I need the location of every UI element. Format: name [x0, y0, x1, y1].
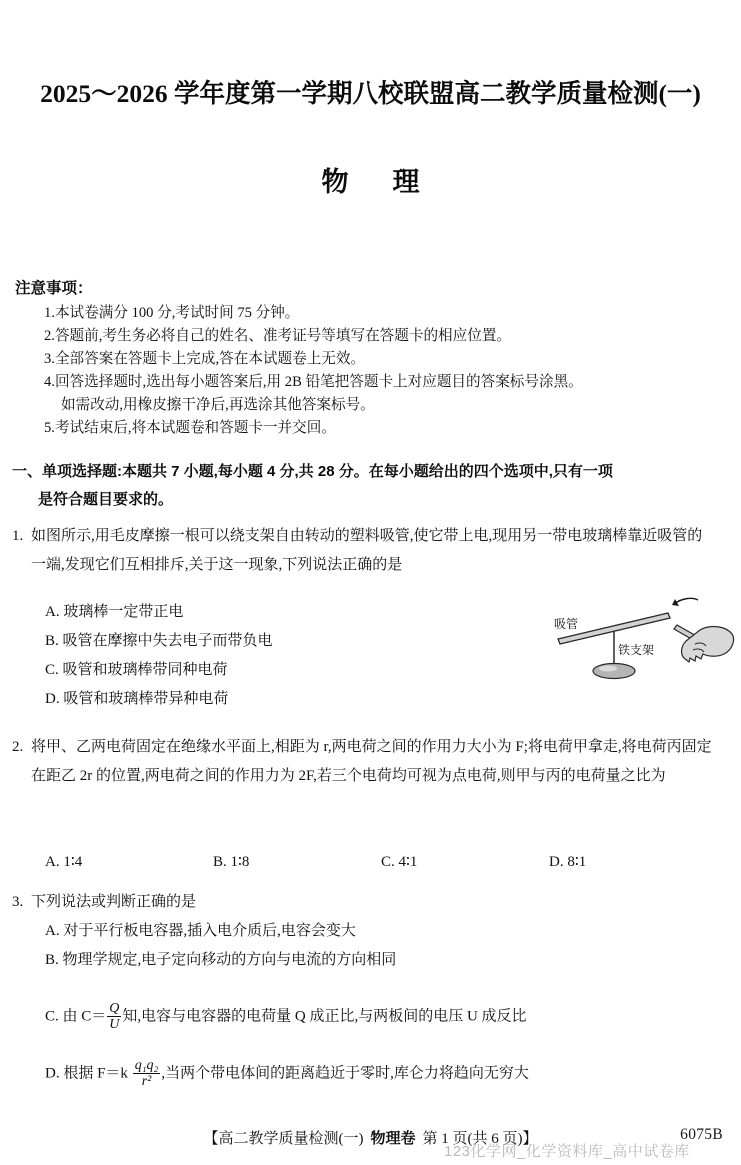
option-d-suffix: ,当两个带电体间的距离趋近于零时,库仑力将趋向无穷大	[161, 1065, 529, 1082]
footer-page-info: 第 1 页(共 6 页)	[422, 1131, 523, 1147]
notice-item: 3.全部答案在答题卡上完成,答在本试题卷上无效。	[44, 351, 366, 367]
stand-base-highlight-icon	[599, 666, 617, 672]
subject-char-right: 理	[392, 167, 420, 197]
question-2-text: 将甲、乙两电荷固定在绝缘水平面上,相距为 r,两电荷之间的作用力大小为 F;将电荷甲拿走,将电荷丙固定在距乙 2r 的位置,两电荷之间的作用力为 2F,若三个电荷均可视为点电荷,则甲与丙的电荷量之比为	[31, 739, 712, 784]
question-1	[12, 522, 712, 580]
option-b[interactable]: B. 吸管在摩擦中失去电子而带负电	[45, 633, 273, 649]
notice-heading: 注意事项：	[15, 280, 93, 297]
fraction-denominator: U	[109, 1017, 120, 1033]
question-2-options	[12, 848, 712, 877]
stand-label: 铁支架	[618, 643, 655, 657]
subject-char-left: 物	[321, 167, 349, 197]
option-a[interactable]: A. 1∶4	[45, 854, 83, 870]
fraction-numerator: Q	[109, 1001, 120, 1016]
notice-list	[44, 302, 734, 440]
question-1-text: 如图所示,用毛皮摩擦一根可以绕支架自由转动的塑料吸管,使它带上电,现用另一带电玻璃棒靠近吸管的一端,发现它们互相排斥,关于这一现象,下列说法正确的是	[31, 528, 703, 573]
notice-item: 4.回答选择题时,选出每小题答案后,用 2B 铅笔把答题卡上对应题目的答案标号涂黑。	[44, 374, 583, 390]
fraction-numerator: q₁q₂	[134, 1058, 159, 1073]
footer-volume: 物理卷	[370, 1131, 416, 1147]
question-1-stem	[12, 522, 712, 580]
notice-item-continuation: 如需改动,用橡皮擦干净后,再选涂其他答案标号。	[61, 397, 375, 413]
rotation-arrow-icon	[674, 598, 698, 604]
notice-item: 5.考试结束后,将本试题卷和答题卡一并交回。	[44, 420, 336, 436]
section-heading	[12, 458, 712, 514]
notice-item: 2.答题前,考生务必将自己的姓名、准考证号等填写在答题卡的相应位置。	[44, 328, 512, 344]
option-a[interactable]: A. 对于平行板电容器,插入电介质后,电容会变大	[45, 923, 356, 939]
option-b[interactable]: B. 1∶8	[213, 854, 250, 870]
subject-title	[0, 160, 741, 199]
question-2	[12, 733, 712, 791]
fraction-denominator: r²	[133, 1073, 161, 1089]
question-2-stem	[12, 733, 712, 791]
question-1-number: 1.	[12, 528, 24, 544]
footer-exam-name: 高二教学质量检测(一)	[218, 1131, 364, 1147]
option-a[interactable]: A. 玻璃棒一定带正电	[45, 604, 184, 620]
option-d[interactable]: D. 8∶1	[549, 854, 587, 870]
question-3-option-c[interactable]	[12, 1001, 712, 1032]
straw-stand-figure	[546, 592, 736, 684]
rotation-arrow-head-icon	[672, 599, 679, 606]
option-d[interactable]	[12, 1058, 712, 1089]
capacitance-fraction	[107, 1001, 121, 1032]
watermark: 123化学网_化学资料库_高中试卷库	[444, 1143, 690, 1160]
footer-bracket-open: 【	[203, 1131, 219, 1147]
option-d-prefix: D. 根据 F＝k	[45, 1065, 132, 1082]
option-c[interactable]: C. 吸管和玻璃棒带同种电荷	[45, 662, 228, 678]
option-row	[12, 848, 712, 877]
section-heading-line1: 一、单项选择题:本题共 7 小题,每小题 4 分,共 28 分。在每小题给出的四个选项中,只有一项	[12, 463, 613, 480]
question-3-option-d[interactable]	[12, 1058, 712, 1089]
option-d[interactable]: D. 吸管和玻璃棒带异种电荷	[45, 691, 229, 707]
page-title: 2025～2026 学年度第一学期八校联盟高二教学质量检测(一)	[40, 79, 701, 108]
section-heading-line2: 是符合题目要求的。	[38, 491, 174, 508]
question-3-stem	[12, 888, 712, 917]
question-3-text: 下列说法或判断正确的是	[31, 894, 197, 910]
option-c[interactable]: C. 4∶1	[381, 854, 418, 870]
notice-item: 1.本试卷满分 100 分,考试时间 75 分钟。	[44, 305, 300, 321]
question-3-number: 3.	[12, 894, 24, 910]
option-c-prefix: C. 由 C＝	[45, 1008, 107, 1025]
footer-bracket-close: 】	[522, 1131, 538, 1147]
option-b[interactable]: B. 物理学规定,电子定向移动的方向与电流的方向相同	[45, 952, 397, 968]
question-2-number: 2.	[12, 739, 24, 755]
straw-label: 吸管	[554, 617, 579, 631]
paper-code: 6075B	[680, 1126, 723, 1143]
question-3	[12, 888, 712, 975]
option-c[interactable]	[12, 1001, 712, 1032]
coulomb-fraction	[133, 1058, 161, 1089]
stand-base-icon	[593, 664, 635, 679]
option-c-suffix: 知,电容与电容器的电荷量 Q 成正比,与两板间的电压 U 成反比	[122, 1008, 527, 1025]
